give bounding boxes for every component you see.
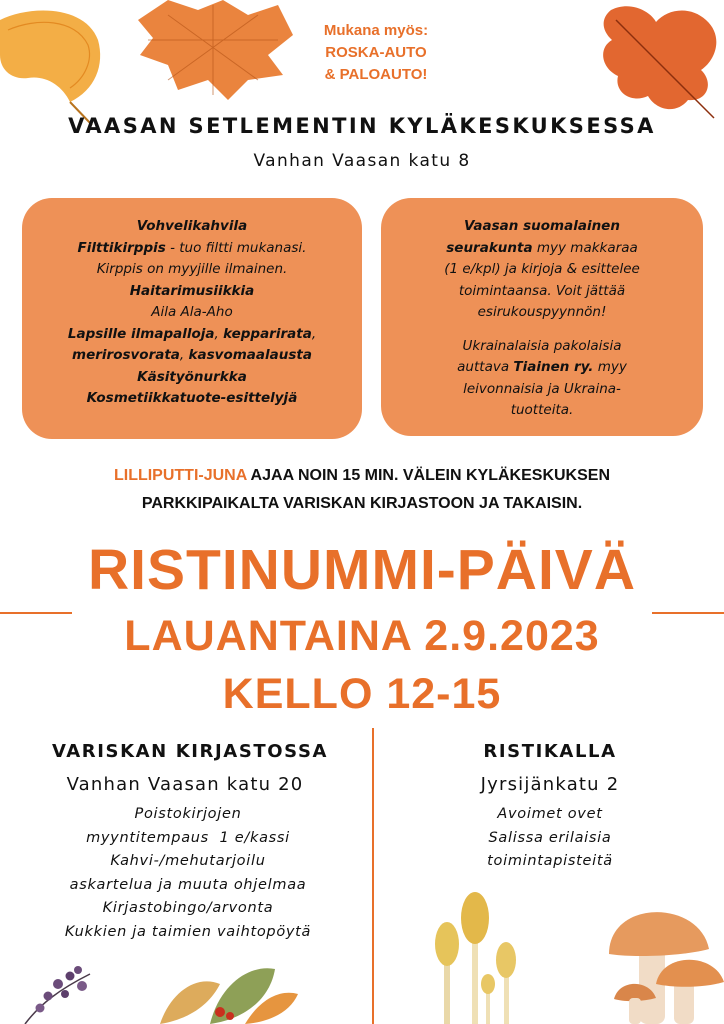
box-right-line-2-rest: myy makkaraa <box>532 239 638 256</box>
berry-branch-icon <box>20 964 100 1024</box>
mushrooms-icon <box>424 874 724 1024</box>
list-item: toimintapisteitä <box>487 853 613 869</box>
library-list <box>0 803 376 944</box>
box-right-line-5: esirukouspyynnön! <box>477 304 607 320</box>
venue-title: VAASAN SETLEMENTIN KYLÄKESKUKSESSA <box>68 114 656 138</box>
list-item: askartelua ja muuta ohjelmaa <box>69 876 307 893</box>
ginkgo-leaf-icon <box>0 0 120 120</box>
maple-leaf-icon <box>128 0 308 110</box>
list-item: Kahvi-/mehutarjoilu <box>110 853 266 869</box>
box-left-line-5: Aila Ala-Aho <box>151 304 233 320</box>
ristikalla-address: Jyrsijänkatu 2 <box>480 774 620 795</box>
program-box-right <box>381 198 703 436</box>
train-highlight: LILLIPUTTI-JUNA <box>113 467 247 484</box>
ristikalla-list <box>376 803 724 874</box>
list-item: Avoimet ovet <box>497 806 603 822</box>
venue-address: Vanhan Vaasan katu 8 <box>253 151 471 171</box>
box-left-line-3: Kirppis on myyjille ilmainen. <box>96 261 288 277</box>
list-item: myyntitempaus 1 e/kassi <box>86 829 290 846</box>
library-address: Vanhan Vaasan katu 20 <box>66 774 304 795</box>
box-right-line-7-bold: Tiainen ry. <box>513 359 594 375</box>
box-left-line-9: Kosmetiikkatuote-esittelyjä <box>86 390 298 406</box>
program-box-left <box>22 198 362 439</box>
box-left-line-6b: , <box>214 325 224 342</box>
box-right-line-4: toimintaansa. Voit jättää <box>458 282 626 299</box>
box-right-line-8: leivonnaisia ja Ukraina- <box>463 380 621 397</box>
box-right-line-2-bold: seurakunta <box>446 239 533 256</box>
train-line-2: PARKKIPAIKALTA VARISKAN KIRJASTOON JA TAKAISIN. <box>141 495 583 512</box>
leaves-bouquet-icon <box>150 954 300 1024</box>
box-right-line-3: (1 e/kpl) ja kirjoja & esittelee <box>444 261 640 277</box>
extras-line-1: Mukana myös: <box>323 22 429 39</box>
list-item: Poistokirjojen <box>134 806 242 822</box>
event-date: LAUANTAINA 2.9.2023 <box>124 612 600 660</box>
box-left-line-6a: Lapsille ilmapalloja <box>67 325 215 342</box>
event-time: KELLO 12-15 <box>222 670 502 718</box>
box-left-line-1: Vohvelikahvila <box>136 218 248 234</box>
box-left-line-2-bold: Filttikirppis <box>77 239 166 256</box>
box-left-line-6d: , <box>311 325 317 342</box>
oak-leaf-icon <box>596 0 724 120</box>
list-item: Kirjastobingo/arvonta <box>102 900 274 916</box>
box-right-line-9: tuotteita. <box>510 402 574 418</box>
box-right-line-7a: auttava <box>457 359 514 375</box>
box-right-line-6: Ukrainalaisia pakolaisia <box>462 337 622 354</box>
event-name: RISTINUMMI-PÄIVÄ <box>88 538 636 602</box>
extras-line-3: & PALOAUTO! <box>324 66 428 83</box>
extras-line-2: ROSKA-AUTO <box>325 44 427 61</box>
box-left-line-8: Käsityönurkka <box>137 368 247 385</box>
box-left-line-4: Haitarimusiikkia <box>129 282 255 299</box>
list-item: Kukkien ja taimien vaihtopöytä <box>64 923 312 940</box>
box-left-line-7c: kasvomaalausta <box>188 347 312 363</box>
train-info <box>0 462 724 518</box>
library-title: VARISKAN KIRJASTOSSA <box>51 741 329 762</box>
box-right-line-1: Vaasan suomalainen <box>464 218 620 234</box>
extras-note <box>296 20 456 86</box>
train-line-1: AJAA NOIN 15 MIN. VÄLEIN KYLÄKESKUKSEN <box>246 467 611 484</box>
box-left-line-7b: , <box>179 347 189 363</box>
box-right-line-7c: myy <box>593 359 627 375</box>
ristikalla-title: RISTIKALLA <box>483 741 617 762</box>
box-left-line-6c: kepparirata <box>223 325 312 342</box>
list-item: Salissa erilaisia <box>488 829 612 846</box>
box-left-line-2-rest: - tuo filtti mukanasi. <box>165 239 307 256</box>
box-left-line-7a: merirosvorata <box>72 347 180 363</box>
